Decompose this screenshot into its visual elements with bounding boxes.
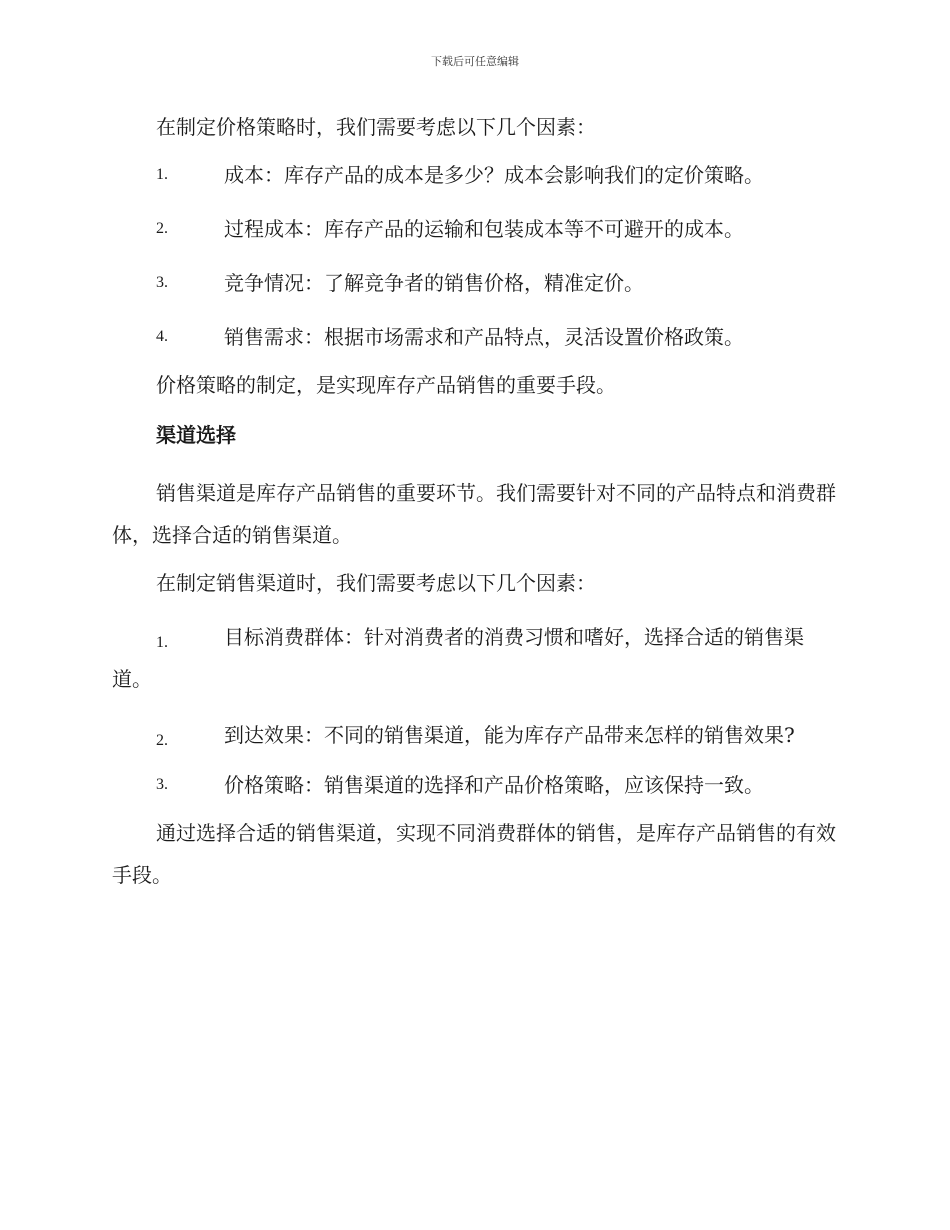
list-item-text: 成本：库存产品的成本是多少？成本会影响我们的定价策略。 — [224, 163, 764, 187]
list-number: 4. — [156, 328, 168, 345]
list-item-text: 到达效果：不同的销售渠道，能为库存产品带来怎样的销售效果? — [224, 723, 795, 747]
list-item-text: 过程成本：库存产品的运输和包装成本等不可避开的成本。 — [224, 217, 744, 241]
list-item-text: 销售需求：根据市场需求和产品特点，灵活设置价格政策。 — [224, 325, 744, 349]
list-number: 3. — [156, 274, 168, 291]
list-number: 1. — [156, 166, 168, 183]
list-number: 2. — [156, 220, 168, 237]
channel-factors-list — [112, 616, 836, 800]
pricing-factors-list — [112, 160, 836, 352]
list-item-text: 竞争情况：了解竞争者的销售价格，精准定价。 — [224, 271, 644, 295]
list-item — [112, 268, 836, 298]
list-item — [112, 214, 836, 244]
list-number: 1. — [156, 634, 168, 651]
list-item-text: 价格策略：销售渠道的选择和产品价格策略，应该保持一致。 — [224, 773, 764, 797]
channel-factors-intro: 在制定销售渠道时，我们需要考虑以下几个因素： — [156, 571, 596, 595]
document-body — [112, 112, 836, 908]
section-heading: 渠道选择 — [156, 423, 236, 447]
list-item — [112, 160, 836, 190]
list-item-text: 目标消费群体：针对消费者的消费习惯和嗜好，选择合适的销售渠道。 — [112, 625, 804, 691]
closing-paragraph: 通过选择合适的销售渠道，实现不同消费群体的销售，是库存产品销售的有效手段。 — [112, 821, 836, 887]
list-number: 3. — [156, 776, 168, 793]
list-number: 2. — [156, 732, 168, 749]
list-item — [112, 714, 836, 756]
list-item — [112, 770, 836, 800]
intro-paragraph: 在制定价格策略时，我们需要考虑以下几个因素： — [156, 115, 596, 139]
pricing-summary-paragraph: 价格策略的制定，是实现库存产品销售的重要手段。 — [156, 373, 616, 397]
list-item — [112, 322, 836, 352]
list-item — [112, 616, 836, 700]
page-header: 下载后可任意编辑 — [431, 55, 519, 68]
channel-intro-paragraph: 销售渠道是库存产品销售的重要环节。我们需要针对不同的产品特点和消费群体，选择合适的销售渠道。 — [112, 481, 836, 547]
